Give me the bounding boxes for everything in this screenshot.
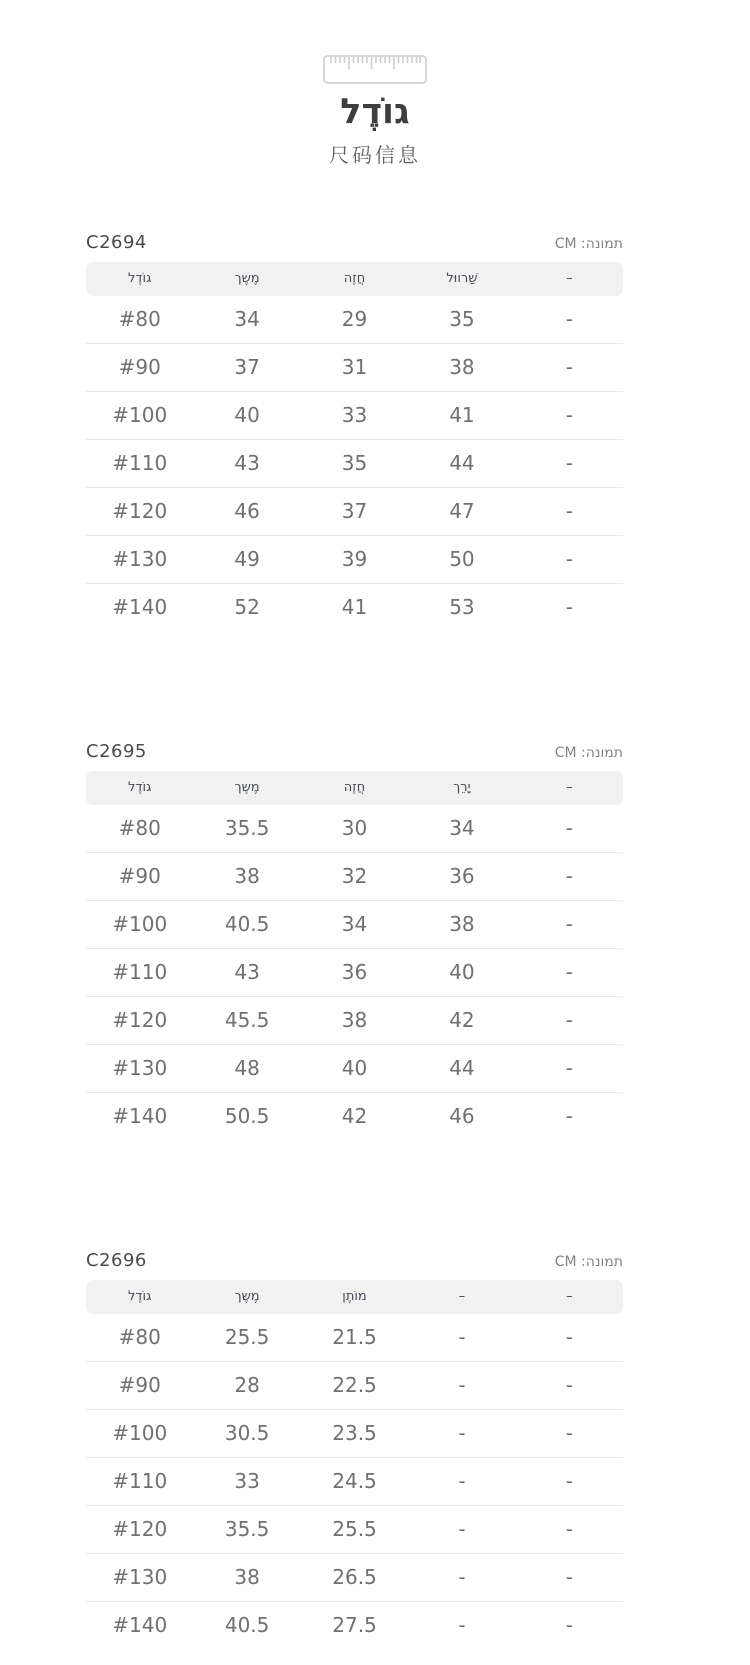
value-cell: -	[565, 1056, 573, 1080]
column-header-blank: –	[566, 780, 573, 795]
value-cell: 42	[341, 1104, 368, 1128]
value-cell: 33	[234, 1469, 260, 1493]
table-row	[86, 997, 623, 1045]
table-body	[86, 1314, 623, 1649]
table-row	[86, 344, 623, 392]
value-cell: 48	[234, 1056, 260, 1080]
column-header-size: גוֹדֶל	[128, 271, 152, 286]
column-header-sleeve: שַׁרווּל	[446, 271, 478, 286]
value-cell: -	[565, 1373, 573, 1397]
size-cell: #100	[112, 403, 168, 427]
table-body	[86, 805, 623, 1140]
value-cell: 31	[341, 355, 368, 379]
table-row	[86, 1506, 623, 1554]
value-cell: 37	[234, 355, 260, 379]
column-header-blank: –	[458, 1289, 466, 1304]
table-row	[86, 584, 623, 631]
size-cell: #120	[112, 1008, 168, 1032]
table-row	[86, 1410, 623, 1458]
table-row	[86, 536, 623, 584]
value-cell: -	[458, 1325, 466, 1349]
value-cell: 33	[341, 403, 368, 427]
table-row	[86, 1093, 623, 1140]
table-row	[86, 1362, 623, 1410]
value-cell: 50	[449, 547, 475, 571]
value-cell: 25.5	[224, 1325, 270, 1349]
column-header-blank: –	[566, 271, 573, 286]
value-cell: 40.5	[224, 1613, 270, 1637]
value-cell: -	[458, 1613, 466, 1637]
size-cell: #80	[118, 1325, 161, 1349]
value-cell: -	[565, 499, 573, 523]
value-cell: 27.5	[332, 1613, 377, 1637]
value-cell: 35.5	[224, 816, 270, 840]
value-cell: 34	[234, 307, 260, 331]
section-header	[86, 741, 623, 762]
page-subtitle: 尺码信息	[329, 142, 421, 167]
value-cell: 24.5	[332, 1469, 377, 1493]
value-cell: -	[565, 1104, 573, 1128]
table-row	[86, 901, 623, 949]
value-cell: 40	[341, 1056, 368, 1080]
ruler-icon	[323, 55, 427, 85]
value-cell: 40	[449, 960, 475, 984]
value-cell: 53	[449, 595, 475, 619]
size-cell: #140	[112, 1104, 168, 1128]
value-cell: 43	[234, 960, 260, 984]
size-cell: #80	[118, 816, 161, 840]
value-cell: 41	[341, 595, 368, 619]
size-table-c2694	[86, 232, 623, 631]
size-cell: #90	[118, 1373, 161, 1397]
column-header-waist: מוֹתֶן	[342, 1289, 367, 1304]
value-cell: 35.5	[224, 1517, 270, 1541]
value-cell: 35	[449, 307, 475, 331]
value-cell: -	[565, 864, 573, 888]
value-cell: 37	[341, 499, 368, 523]
value-cell: -	[565, 912, 573, 936]
column-header-chest: חֲזֶה	[343, 271, 366, 286]
value-cell: 43	[234, 451, 260, 475]
value-cell: 47	[449, 499, 475, 523]
value-cell: 39	[341, 547, 368, 571]
size-cell: #110	[112, 451, 168, 475]
column-header-length: מֶשֶך	[234, 780, 260, 795]
table-header-row	[86, 771, 623, 805]
value-cell: -	[565, 403, 573, 427]
size-cell: #90	[118, 864, 161, 888]
value-cell: -	[565, 1517, 573, 1541]
size-cell: #120	[112, 1517, 168, 1541]
value-cell: 44	[449, 1056, 475, 1080]
style-code: C2696	[86, 1249, 147, 1271]
value-cell: 38	[449, 912, 475, 936]
value-cell: 30.5	[224, 1421, 270, 1445]
value-cell: 25.5	[332, 1517, 377, 1541]
page-title: גוֹדֶל	[340, 92, 410, 132]
value-cell: 26.5	[332, 1565, 377, 1589]
value-cell: -	[565, 307, 573, 331]
size-cell: #130	[112, 1565, 168, 1589]
table-row	[86, 392, 623, 440]
value-cell: -	[458, 1469, 466, 1493]
value-cell: -	[565, 451, 573, 475]
value-cell: 36	[449, 864, 475, 888]
value-cell: 40.5	[224, 912, 270, 936]
column-header-length: מֶשֶך	[234, 1289, 260, 1304]
column-header-size: גוֹדֶל	[128, 780, 152, 795]
value-cell: 23.5	[332, 1421, 377, 1445]
value-cell: 46	[449, 1104, 475, 1128]
value-cell: -	[565, 547, 573, 571]
table-row	[86, 440, 623, 488]
size-cell: #110	[112, 1469, 168, 1493]
value-cell: 41	[449, 403, 475, 427]
table-row	[86, 296, 623, 344]
value-cell: -	[565, 1008, 573, 1032]
unit-label: תמונה: CM	[554, 235, 623, 252]
column-header-blank: –	[566, 1289, 573, 1304]
value-cell: 38	[341, 1008, 368, 1032]
value-cell: 21.5	[332, 1325, 377, 1349]
value-cell: -	[565, 1325, 573, 1349]
size-cell: #130	[112, 1056, 168, 1080]
unit-label: תמונה: CM	[554, 744, 623, 761]
value-cell: 42	[449, 1008, 475, 1032]
value-cell: 35	[341, 451, 368, 475]
value-cell: -	[565, 1469, 573, 1493]
table-header-row	[86, 1280, 623, 1314]
value-cell: -	[565, 355, 573, 379]
value-cell: -	[458, 1565, 466, 1589]
value-cell: 49	[234, 547, 260, 571]
section-header	[86, 1250, 623, 1271]
value-cell: -	[458, 1421, 466, 1445]
value-cell: 29	[341, 307, 368, 331]
value-cell: -	[565, 1565, 573, 1589]
size-cell: #130	[112, 547, 168, 571]
column-header-chest: חֲזֶה	[343, 780, 366, 795]
unit-label: תמונה: CM	[554, 1253, 623, 1270]
value-cell: 50.5	[224, 1104, 270, 1128]
value-cell: -	[458, 1517, 466, 1541]
value-cell: -	[565, 960, 573, 984]
section-header	[86, 232, 623, 253]
table-row	[86, 488, 623, 536]
value-cell: 34	[341, 912, 368, 936]
style-code: C2694	[86, 231, 147, 253]
value-cell: 38	[234, 864, 260, 888]
size-cell: #100	[112, 912, 168, 936]
table-row	[86, 1314, 623, 1362]
column-header-size: גוֹדֶל	[128, 1289, 152, 1304]
value-cell: -	[565, 1421, 573, 1445]
value-cell: -	[458, 1373, 466, 1397]
value-cell: 36	[341, 960, 368, 984]
value-cell: -	[565, 1613, 573, 1637]
size-table-c2696	[86, 1250, 623, 1649]
size-table-c2695	[86, 741, 623, 1140]
value-cell: 45.5	[224, 1008, 270, 1032]
value-cell: 34	[449, 816, 475, 840]
size-cell: #140	[112, 1613, 168, 1637]
table-body	[86, 296, 623, 631]
style-code: C2695	[86, 740, 147, 762]
page-header	[0, 55, 750, 168]
table-row	[86, 805, 623, 853]
value-cell: 52	[234, 595, 260, 619]
value-cell: 46	[234, 499, 260, 523]
value-cell: 32	[341, 864, 368, 888]
size-cell: #110	[112, 960, 168, 984]
table-row	[86, 949, 623, 997]
size-cell: #100	[112, 1421, 168, 1445]
value-cell: -	[565, 595, 573, 619]
table-row	[86, 1458, 623, 1506]
table-row	[86, 853, 623, 901]
column-header-thigh: יָרֵך	[453, 780, 471, 795]
table-row	[86, 1602, 623, 1649]
table-row	[86, 1554, 623, 1602]
value-cell: 38	[234, 1565, 260, 1589]
size-cell: #90	[118, 355, 161, 379]
value-cell: -	[565, 816, 573, 840]
table-row	[86, 1045, 623, 1093]
size-cell: #140	[112, 595, 168, 619]
value-cell: 38	[449, 355, 475, 379]
value-cell: 22.5	[332, 1373, 377, 1397]
size-cell: #80	[118, 307, 161, 331]
column-header-length: מֶשֶך	[234, 271, 260, 286]
size-cell: #120	[112, 499, 168, 523]
value-cell: 44	[449, 451, 475, 475]
value-cell: 40	[234, 403, 260, 427]
table-header-row	[86, 262, 623, 296]
value-cell: 30	[341, 816, 368, 840]
value-cell: 28	[234, 1373, 260, 1397]
